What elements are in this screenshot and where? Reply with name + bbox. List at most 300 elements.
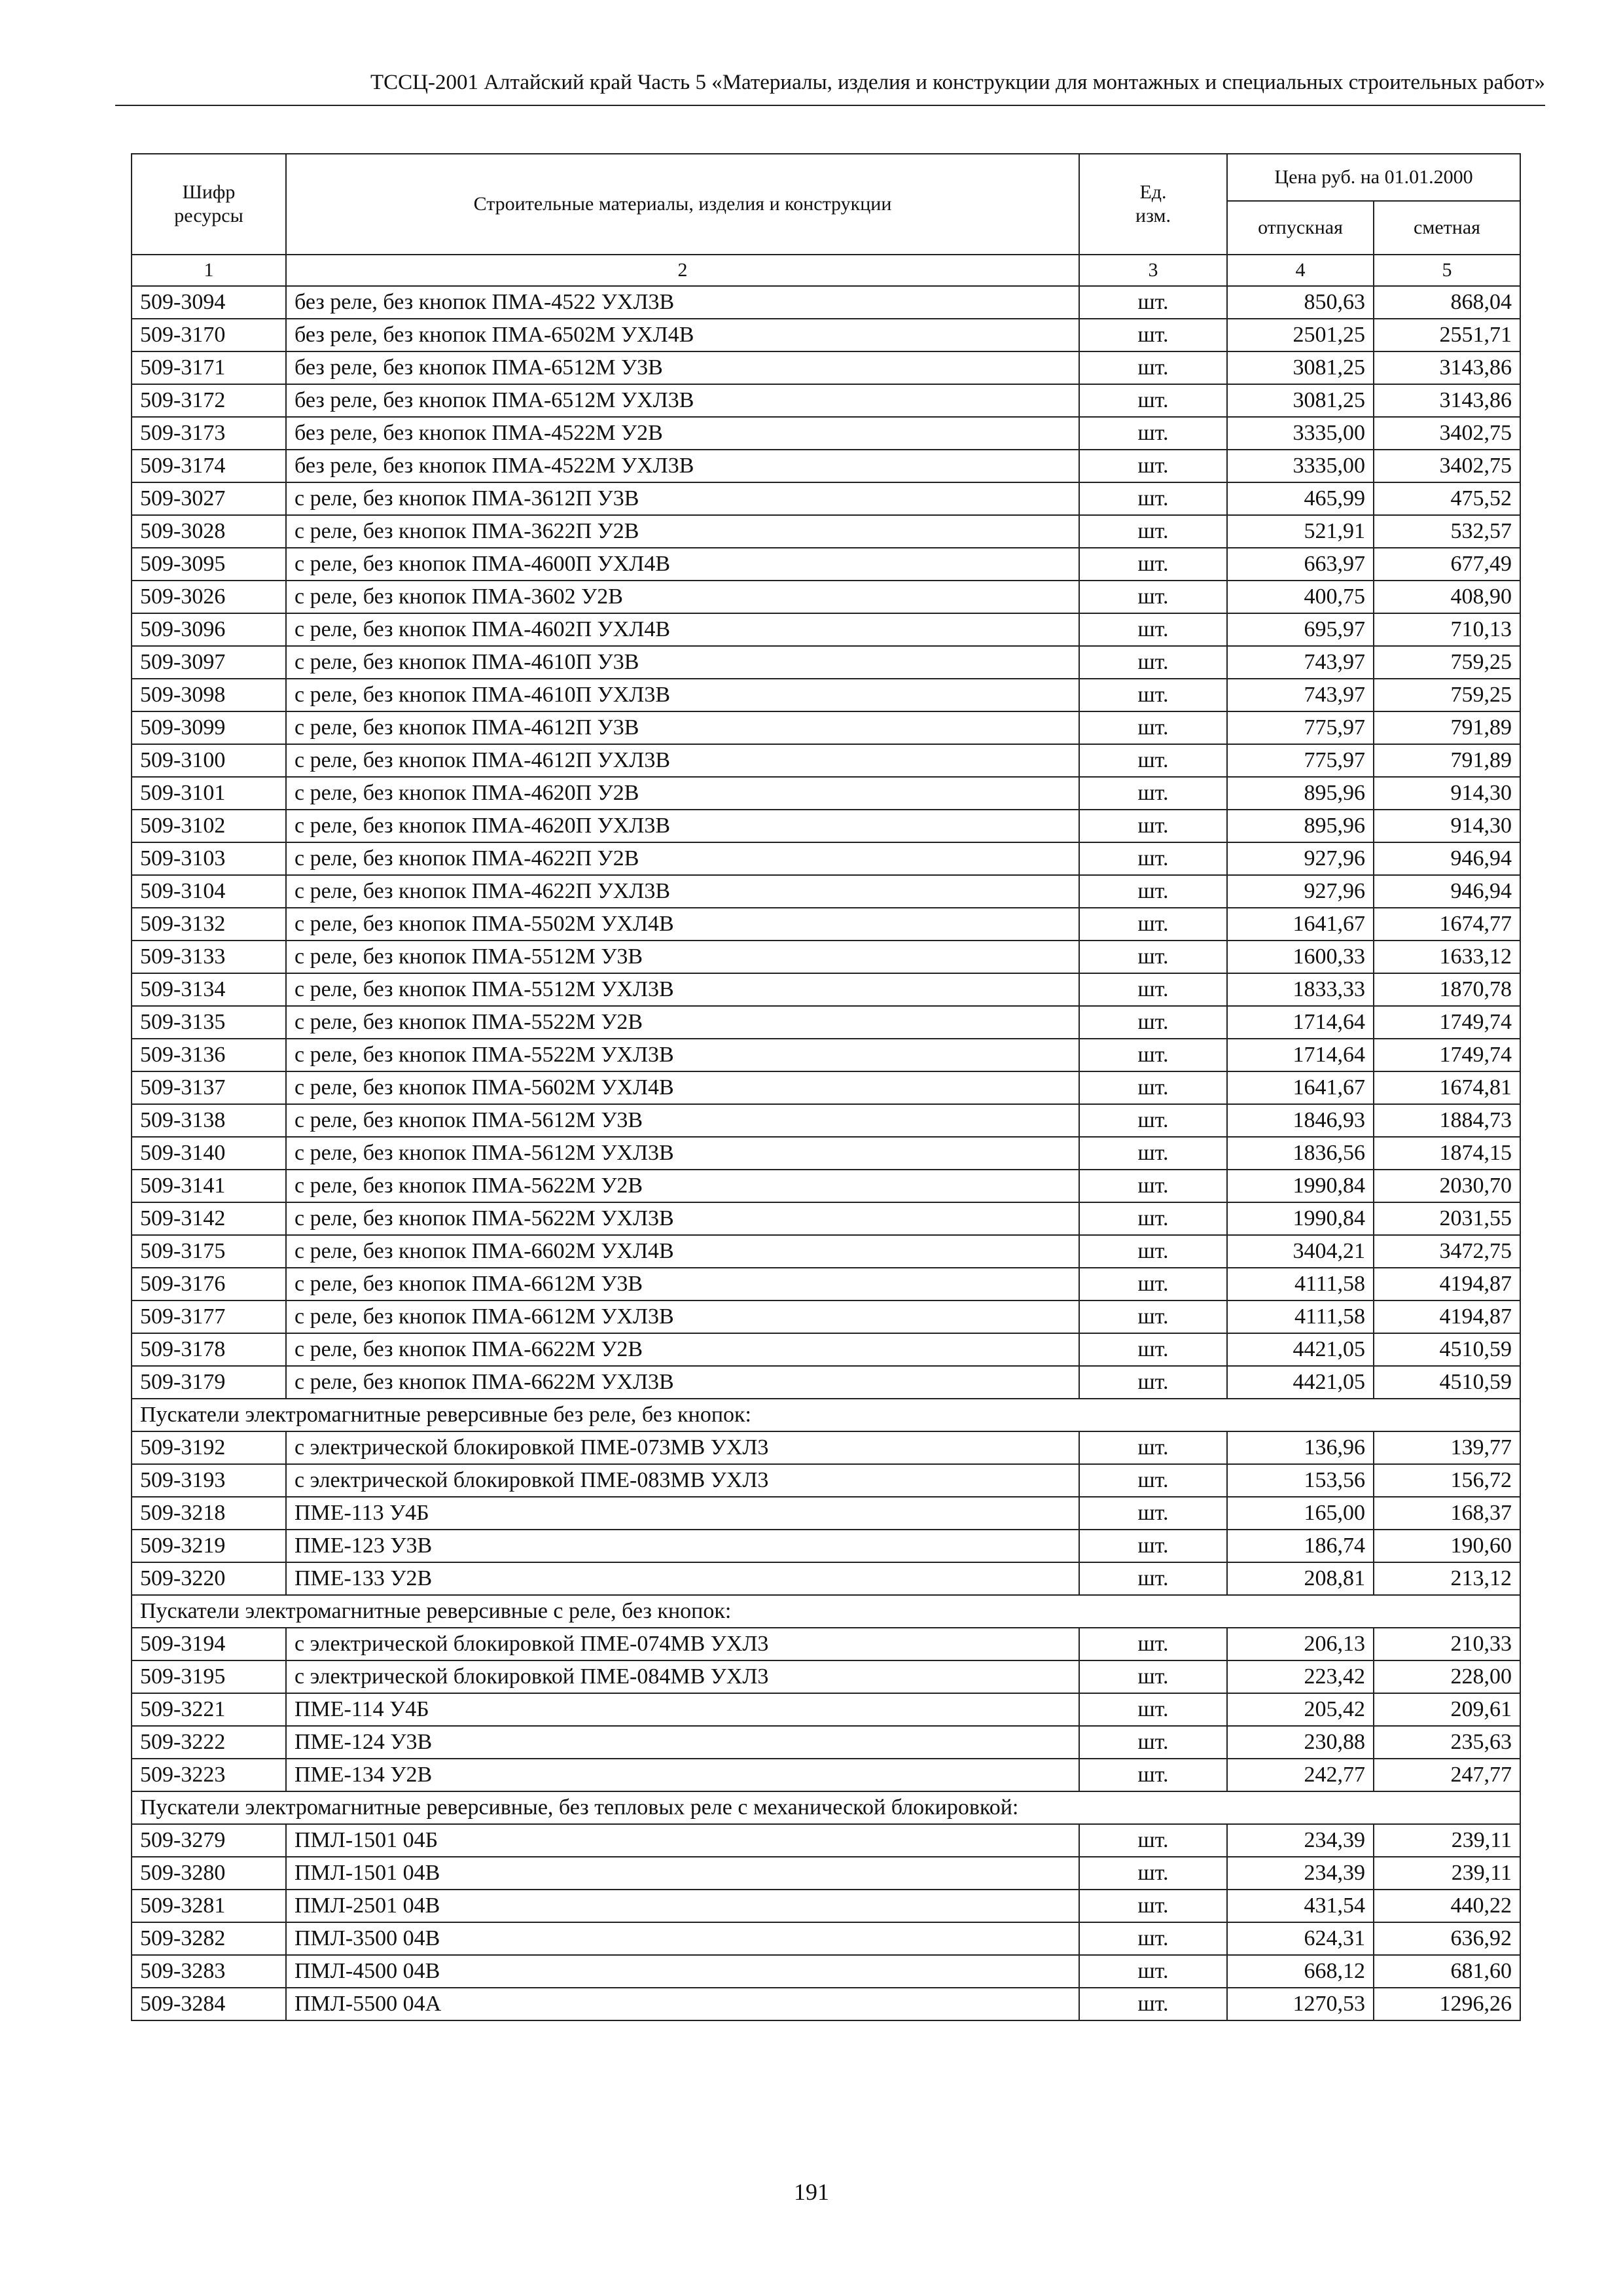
- resource-code: 509-3178: [132, 1333, 286, 1366]
- resource-code: 509-3223: [132, 1759, 286, 1791]
- table-row: [132, 1202, 1520, 1235]
- release-price: 895,96: [1227, 810, 1374, 842]
- release-price: 3081,25: [1227, 384, 1374, 417]
- release-price: 4111,58: [1227, 1300, 1374, 1333]
- unit-of-measure: шт.: [1079, 1857, 1227, 1890]
- material-name: без реле, без кнопок ПМА-4522 УХЛ3В: [286, 286, 1079, 319]
- resource-code: 509-3222: [132, 1726, 286, 1759]
- resource-code: 509-3282: [132, 1922, 286, 1955]
- release-price: 4111,58: [1227, 1268, 1374, 1300]
- header-estimate-label: сметная: [1414, 217, 1480, 238]
- unit-of-measure: шт.: [1079, 1104, 1227, 1137]
- table-row: [132, 1235, 1520, 1268]
- release-price: 1846,93: [1227, 1104, 1374, 1137]
- release-price: 1641,67: [1227, 908, 1374, 941]
- price-table: [131, 153, 1521, 2021]
- table-row: [132, 450, 1520, 482]
- material-name: с реле, без кнопок ПМА-5602М УХЛ4В: [286, 1071, 1079, 1104]
- resource-code: 509-3101: [132, 777, 286, 810]
- column-number: 2: [286, 255, 1079, 286]
- material-name: ПМЛ-5500 04А: [286, 1988, 1079, 2020]
- section-title: Пускатели электромагнитные реверсивные, без тепловых реле с механической блокировкой:: [132, 1791, 1520, 1824]
- release-price: 1641,67: [1227, 1071, 1374, 1104]
- unit-of-measure: шт.: [1079, 842, 1227, 875]
- estimate-price: 677,49: [1374, 548, 1520, 581]
- estimate-price: 408,90: [1374, 581, 1520, 613]
- estimate-price: 681,60: [1374, 1955, 1520, 1988]
- table-row: [132, 1857, 1520, 1890]
- material-name: с реле, без кнопок ПМА-6602М УХЛ4В: [286, 1235, 1079, 1268]
- estimate-price: 168,37: [1374, 1497, 1520, 1530]
- unit-of-measure: шт.: [1079, 1137, 1227, 1170]
- unit-of-measure: шт.: [1079, 875, 1227, 908]
- unit-of-measure: шт.: [1079, 384, 1227, 417]
- unit-of-measure: шт.: [1079, 744, 1227, 777]
- material-name: с электрической блокировкой ПМЕ-074МВ УХЛ3: [286, 1628, 1079, 1660]
- resource-code: 509-3173: [132, 417, 286, 450]
- unit-of-measure: шт.: [1079, 1431, 1227, 1464]
- estimate-price: 3402,75: [1374, 417, 1520, 450]
- table-row: [132, 908, 1520, 941]
- resource-code: 509-3132: [132, 908, 286, 941]
- header-estimate: [1374, 201, 1520, 255]
- estimate-price: 139,77: [1374, 1431, 1520, 1464]
- unit-of-measure: шт.: [1079, 646, 1227, 679]
- release-price: 1833,33: [1227, 973, 1374, 1006]
- release-price: 206,13: [1227, 1628, 1374, 1660]
- release-price: 465,99: [1227, 482, 1374, 515]
- material-name: с реле, без кнопок ПМА-4620П УХЛ3В: [286, 810, 1079, 842]
- release-price: 775,97: [1227, 711, 1374, 744]
- resource-code: 509-3027: [132, 482, 286, 515]
- unit-of-measure: шт.: [1079, 973, 1227, 1006]
- resource-code: 509-3103: [132, 842, 286, 875]
- material-name: с реле, без кнопок ПМА-5622М У2В: [286, 1170, 1079, 1202]
- resource-code: 509-3283: [132, 1955, 286, 1988]
- release-price: 4421,05: [1227, 1333, 1374, 1366]
- table-row: [132, 1137, 1520, 1170]
- estimate-price: 190,60: [1374, 1530, 1520, 1562]
- table-row: [132, 1170, 1520, 1202]
- table-row: [132, 1497, 1520, 1530]
- estimate-price: 2551,71: [1374, 319, 1520, 351]
- release-price: 3335,00: [1227, 417, 1374, 450]
- header-code: [132, 154, 286, 255]
- table-row: [132, 1071, 1520, 1104]
- resource-code: 509-3177: [132, 1300, 286, 1333]
- table-row: [132, 1333, 1520, 1366]
- release-price: 695,97: [1227, 613, 1374, 646]
- release-price: 1990,84: [1227, 1202, 1374, 1235]
- section-row: [132, 1399, 1520, 1431]
- header-unit-label: Ед. изм.: [1135, 181, 1171, 226]
- unit-of-measure: шт.: [1079, 351, 1227, 384]
- material-name: без реле, без кнопок ПМА-6512М У3В: [286, 351, 1079, 384]
- table-row: [132, 1628, 1520, 1660]
- estimate-price: 239,11: [1374, 1857, 1520, 1890]
- release-price: 1836,56: [1227, 1137, 1374, 1170]
- material-name: с реле, без кнопок ПМА-4622П УХЛ3В: [286, 875, 1079, 908]
- resource-code: 509-3028: [132, 515, 286, 548]
- table-row: [132, 1104, 1520, 1137]
- table-body: [132, 286, 1520, 2020]
- material-name: с реле, без кнопок ПМА-3622П У2В: [286, 515, 1079, 548]
- unit-of-measure: шт.: [1079, 1693, 1227, 1726]
- release-price: 3335,00: [1227, 450, 1374, 482]
- unit-of-measure: шт.: [1079, 1562, 1227, 1595]
- table-row: [132, 581, 1520, 613]
- estimate-price: 1874,15: [1374, 1137, 1520, 1170]
- estimate-price: 946,94: [1374, 842, 1520, 875]
- table-row: [132, 384, 1520, 417]
- table-row: [132, 1988, 1520, 2020]
- resource-code: 509-3172: [132, 384, 286, 417]
- estimate-price: 2031,55: [1374, 1202, 1520, 1235]
- table-row: [132, 1759, 1520, 1791]
- unit-of-measure: шт.: [1079, 1202, 1227, 1235]
- material-name: без реле, без кнопок ПМА-4522М У2В: [286, 417, 1079, 450]
- resource-code: 509-3193: [132, 1464, 286, 1497]
- release-price: 165,00: [1227, 1497, 1374, 1530]
- unit-of-measure: шт.: [1079, 417, 1227, 450]
- table-row: [132, 1660, 1520, 1693]
- material-name: ПМЕ-124 У3В: [286, 1726, 1079, 1759]
- release-price: 234,39: [1227, 1857, 1374, 1890]
- release-price: 400,75: [1227, 581, 1374, 613]
- estimate-price: 759,25: [1374, 679, 1520, 711]
- resource-code: 509-3026: [132, 581, 286, 613]
- table-row: [132, 1890, 1520, 1922]
- material-name: ПМЛ-3500 04В: [286, 1922, 1079, 1955]
- resource-code: 509-3194: [132, 1628, 286, 1660]
- release-price: 1714,64: [1227, 1006, 1374, 1039]
- release-price: 186,74: [1227, 1530, 1374, 1562]
- table-row: [132, 613, 1520, 646]
- unit-of-measure: шт.: [1079, 1464, 1227, 1497]
- estimate-price: 1749,74: [1374, 1039, 1520, 1071]
- resource-code: 509-3138: [132, 1104, 286, 1137]
- table-row: [132, 482, 1520, 515]
- release-price: 234,39: [1227, 1824, 1374, 1857]
- resource-code: 509-3133: [132, 941, 286, 973]
- resource-code: 509-3281: [132, 1890, 286, 1922]
- header-rule: [115, 105, 1545, 106]
- table-row: [132, 875, 1520, 908]
- unit-of-measure: шт.: [1079, 581, 1227, 613]
- release-price: 230,88: [1227, 1726, 1374, 1759]
- table-row: [132, 1922, 1520, 1955]
- unit-of-measure: шт.: [1079, 1530, 1227, 1562]
- document-header: ТССЦ-2001 Алтайский край Часть 5 «Материалы, изделия и конструкции для монтажных и специальных строительных работ»: [370, 71, 1545, 94]
- material-name: с реле, без кнопок ПМА-4610П УХЛ3В: [286, 679, 1079, 711]
- table-row: [132, 548, 1520, 581]
- section-title: Пускатели электромагнитные реверсивные с реле, без кнопок:: [132, 1595, 1520, 1628]
- unit-of-measure: шт.: [1079, 1300, 1227, 1333]
- resource-code: 509-3171: [132, 351, 286, 384]
- material-name: с реле, без кнопок ПМА-6612М УХЛ3В: [286, 1300, 1079, 1333]
- material-name: без реле, без кнопок ПМА-6502М УХЛ4В: [286, 319, 1079, 351]
- material-name: с реле, без кнопок ПМА-3602 У2В: [286, 581, 1079, 613]
- material-name: с реле, без кнопок ПМА-4602П УХЛ4В: [286, 613, 1079, 646]
- estimate-price: 440,22: [1374, 1890, 1520, 1922]
- estimate-price: 4510,59: [1374, 1333, 1520, 1366]
- table-row: [132, 417, 1520, 450]
- table-row: [132, 973, 1520, 1006]
- unit-of-measure: шт.: [1079, 1497, 1227, 1530]
- estimate-price: 3143,86: [1374, 384, 1520, 417]
- estimate-price: 156,72: [1374, 1464, 1520, 1497]
- column-number: 5: [1374, 255, 1520, 286]
- resource-code: 509-3174: [132, 450, 286, 482]
- resource-code: 509-3170: [132, 319, 286, 351]
- resource-code: 509-3142: [132, 1202, 286, 1235]
- table-row: [132, 1039, 1520, 1071]
- resource-code: 509-3134: [132, 973, 286, 1006]
- unit-of-measure: шт.: [1079, 1922, 1227, 1955]
- material-name: с реле, без кнопок ПМА-6622М У2В: [286, 1333, 1079, 1366]
- release-price: 624,31: [1227, 1922, 1374, 1955]
- resource-code: 509-3175: [132, 1235, 286, 1268]
- header-price-group-label: Цена руб. на 01.01.2000: [1274, 166, 1473, 188]
- section-title: Пускатели электромагнитные реверсивные без реле, без кнопок:: [132, 1399, 1520, 1431]
- material-name: с реле, без кнопок ПМА-6622М УХЛ3В: [286, 1366, 1079, 1399]
- release-price: 668,12: [1227, 1955, 1374, 1988]
- release-price: 895,96: [1227, 777, 1374, 810]
- table-row: [132, 1562, 1520, 1595]
- unit-of-measure: шт.: [1079, 319, 1227, 351]
- material-name: без реле, без кнопок ПМА-4522М УХЛ3В: [286, 450, 1079, 482]
- estimate-price: 1884,73: [1374, 1104, 1520, 1137]
- resource-code: 509-3192: [132, 1431, 286, 1464]
- material-name: с реле, без кнопок ПМА-5522М У2В: [286, 1006, 1079, 1039]
- table-row: [132, 1693, 1520, 1726]
- material-name: с реле, без кнопок ПМА-5502М УХЛ4В: [286, 908, 1079, 941]
- table-row: [132, 744, 1520, 777]
- unit-of-measure: шт.: [1079, 1955, 1227, 1988]
- table-row: [132, 515, 1520, 548]
- estimate-price: 791,89: [1374, 711, 1520, 744]
- resource-code: 509-3176: [132, 1268, 286, 1300]
- material-name: без реле, без кнопок ПМА-6512М УХЛ3В: [286, 384, 1079, 417]
- resource-code: 509-3284: [132, 1988, 286, 2020]
- resource-code: 509-3195: [132, 1660, 286, 1693]
- estimate-price: 210,33: [1374, 1628, 1520, 1660]
- material-name: с реле, без кнопок ПМА-5612М УХЛ3В: [286, 1137, 1079, 1170]
- resource-code: 509-3221: [132, 1693, 286, 1726]
- estimate-price: 4194,87: [1374, 1300, 1520, 1333]
- release-price: 1270,53: [1227, 1988, 1374, 2020]
- release-price: 205,42: [1227, 1693, 1374, 1726]
- estimate-price: 1870,78: [1374, 973, 1520, 1006]
- unit-of-measure: шт.: [1079, 286, 1227, 319]
- unit-of-measure: шт.: [1079, 711, 1227, 744]
- material-name: с реле, без кнопок ПМА-5622М УХЛ3В: [286, 1202, 1079, 1235]
- release-price: 850,63: [1227, 286, 1374, 319]
- unit-of-measure: шт.: [1079, 941, 1227, 973]
- resource-code: 509-3280: [132, 1857, 286, 1890]
- unit-of-measure: шт.: [1079, 1006, 1227, 1039]
- release-price: 431,54: [1227, 1890, 1374, 1922]
- unit-of-measure: шт.: [1079, 1726, 1227, 1759]
- release-price: 223,42: [1227, 1660, 1374, 1693]
- material-name: с реле, без кнопок ПМА-4612П УХЛ3В: [286, 744, 1079, 777]
- material-name: ПМЕ-113 У4Б: [286, 1497, 1079, 1530]
- unit-of-measure: шт.: [1079, 679, 1227, 711]
- material-name: с реле, без кнопок ПМА-4620П У2В: [286, 777, 1079, 810]
- material-name: ПМЕ-134 У2В: [286, 1759, 1079, 1791]
- unit-of-measure: шт.: [1079, 482, 1227, 515]
- material-name: ПМЛ-1501 04Б: [286, 1824, 1079, 1857]
- unit-of-measure: шт.: [1079, 1235, 1227, 1268]
- release-price: 1600,33: [1227, 941, 1374, 973]
- column-number: 3: [1079, 255, 1227, 286]
- table-row: [132, 1006, 1520, 1039]
- resource-code: 509-3135: [132, 1006, 286, 1039]
- estimate-price: 791,89: [1374, 744, 1520, 777]
- resource-code: 509-3137: [132, 1071, 286, 1104]
- estimate-price: 914,30: [1374, 810, 1520, 842]
- material-name: с реле, без кнопок ПМА-5512М У3В: [286, 941, 1079, 973]
- resource-code: 509-3219: [132, 1530, 286, 1562]
- table-row: [132, 777, 1520, 810]
- material-name: с реле, без кнопок ПМА-5612М У3В: [286, 1104, 1079, 1137]
- release-price: 743,97: [1227, 646, 1374, 679]
- table-row: [132, 1268, 1520, 1300]
- estimate-price: 247,77: [1374, 1759, 1520, 1791]
- material-name: ПМЛ-1501 04В: [286, 1857, 1079, 1890]
- material-name: с реле, без кнопок ПМА-4612П У3В: [286, 711, 1079, 744]
- release-price: 663,97: [1227, 548, 1374, 581]
- resource-code: 509-3097: [132, 646, 286, 679]
- material-name: ПМЕ-123 У3В: [286, 1530, 1079, 1562]
- resource-code: 509-3140: [132, 1137, 286, 1170]
- header-name: [286, 154, 1079, 255]
- release-price: 1714,64: [1227, 1039, 1374, 1071]
- table-row: [132, 1955, 1520, 1988]
- page-number: 191: [794, 2179, 829, 2205]
- estimate-price: 1749,74: [1374, 1006, 1520, 1039]
- estimate-price: 946,94: [1374, 875, 1520, 908]
- table-row: [132, 679, 1520, 711]
- material-name: ПМЛ-2501 04В: [286, 1890, 1079, 1922]
- material-name: ПМЕ-133 У2В: [286, 1562, 1079, 1595]
- release-price: 153,56: [1227, 1464, 1374, 1497]
- unit-of-measure: шт.: [1079, 515, 1227, 548]
- estimate-price: 4194,87: [1374, 1268, 1520, 1300]
- table-row: [132, 351, 1520, 384]
- table-row: [132, 1300, 1520, 1333]
- table-row: [132, 810, 1520, 842]
- material-name: с электрической блокировкой ПМЕ-083МВ УХЛ3: [286, 1464, 1079, 1497]
- resource-code: 509-3094: [132, 286, 286, 319]
- material-name: ПМЕ-114 У4Б: [286, 1693, 1079, 1726]
- estimate-price: 710,13: [1374, 613, 1520, 646]
- material-name: с реле, без кнопок ПМА-4600П УХЛ4В: [286, 548, 1079, 581]
- estimate-price: 868,04: [1374, 286, 1520, 319]
- unit-of-measure: шт.: [1079, 1988, 1227, 2020]
- material-name: с реле, без кнопок ПМА-4610П У3В: [286, 646, 1079, 679]
- resource-code: 509-3179: [132, 1366, 286, 1399]
- unit-of-measure: шт.: [1079, 1759, 1227, 1791]
- material-name: с реле, без кнопок ПМА-6612М У3В: [286, 1268, 1079, 1300]
- release-price: 4421,05: [1227, 1366, 1374, 1399]
- estimate-price: 914,30: [1374, 777, 1520, 810]
- resource-code: 509-3102: [132, 810, 286, 842]
- unit-of-measure: шт.: [1079, 1333, 1227, 1366]
- estimate-price: 239,11: [1374, 1824, 1520, 1857]
- estimate-price: 228,00: [1374, 1660, 1520, 1693]
- resource-code: 509-3279: [132, 1824, 286, 1857]
- unit-of-measure: шт.: [1079, 1660, 1227, 1693]
- resource-code: 509-3141: [132, 1170, 286, 1202]
- unit-of-measure: шт.: [1079, 1170, 1227, 1202]
- unit-of-measure: шт.: [1079, 548, 1227, 581]
- release-price: 1990,84: [1227, 1170, 1374, 1202]
- table-row: [132, 1431, 1520, 1464]
- unit-of-measure: шт.: [1079, 613, 1227, 646]
- unit-of-measure: шт.: [1079, 777, 1227, 810]
- material-name: ПМЛ-4500 04В: [286, 1955, 1079, 1988]
- material-name: с электрической блокировкой ПМЕ-073МВ УХЛ3: [286, 1431, 1079, 1464]
- column-number: 4: [1227, 255, 1374, 286]
- release-price: 521,91: [1227, 515, 1374, 548]
- table-row: [132, 1464, 1520, 1497]
- release-price: 927,96: [1227, 875, 1374, 908]
- estimate-price: 759,25: [1374, 646, 1520, 679]
- release-price: 136,96: [1227, 1431, 1374, 1464]
- release-price: 927,96: [1227, 842, 1374, 875]
- release-price: 208,81: [1227, 1562, 1374, 1595]
- material-name: с реле, без кнопок ПМА-3612П У3В: [286, 482, 1079, 515]
- resource-code: 509-3218: [132, 1497, 286, 1530]
- estimate-price: 1633,12: [1374, 941, 1520, 973]
- resource-code: 509-3098: [132, 679, 286, 711]
- estimate-price: 1674,81: [1374, 1071, 1520, 1104]
- table-row: [132, 1824, 1520, 1857]
- resource-code: 509-3096: [132, 613, 286, 646]
- table-row: [132, 319, 1520, 351]
- table-row: [132, 1530, 1520, 1562]
- release-price: 775,97: [1227, 744, 1374, 777]
- estimate-price: 213,12: [1374, 1562, 1520, 1595]
- column-number: 1: [132, 255, 286, 286]
- unit-of-measure: шт.: [1079, 1039, 1227, 1071]
- resource-code: 509-3104: [132, 875, 286, 908]
- release-price: 242,77: [1227, 1759, 1374, 1791]
- unit-of-measure: шт.: [1079, 1628, 1227, 1660]
- release-price: 743,97: [1227, 679, 1374, 711]
- material-name: с электрической блокировкой ПМЕ-084МВ УХЛ3: [286, 1660, 1079, 1693]
- estimate-price: 235,63: [1374, 1726, 1520, 1759]
- resource-code: 509-3100: [132, 744, 286, 777]
- unit-of-measure: шт.: [1079, 810, 1227, 842]
- header-code-label: Шифр ресурсы: [174, 181, 243, 226]
- table-row: [132, 941, 1520, 973]
- table-row: [132, 1366, 1520, 1399]
- resource-code: 509-3136: [132, 1039, 286, 1071]
- header-release-label: отпускная: [1258, 217, 1343, 238]
- header-release: [1227, 201, 1374, 255]
- table-row: [132, 646, 1520, 679]
- material-name: с реле, без кнопок ПМА-5522М УХЛ3В: [286, 1039, 1079, 1071]
- unit-of-measure: шт.: [1079, 450, 1227, 482]
- resource-code: 509-3099: [132, 711, 286, 744]
- resource-code: 509-3095: [132, 548, 286, 581]
- header-unit: [1079, 154, 1227, 255]
- material-name: с реле, без кнопок ПМА-5512М УХЛ3В: [286, 973, 1079, 1006]
- release-price: 3081,25: [1227, 351, 1374, 384]
- unit-of-measure: шт.: [1079, 908, 1227, 941]
